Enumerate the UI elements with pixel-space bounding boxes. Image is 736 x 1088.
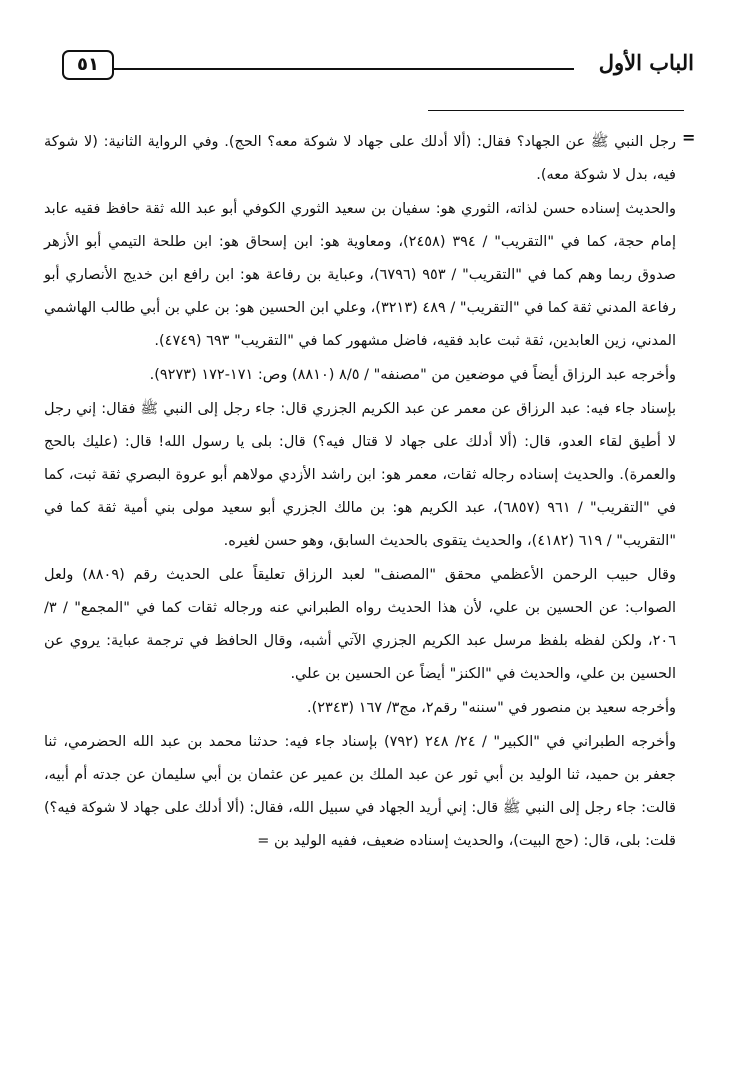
header-rule (114, 68, 574, 70)
paragraph: رجل النبي ﷺ عن الجهاد؟ فقال: (ألا أدلك على جهاد لا شوكة معه؟ الحج). وفي الرواية الثانية: (لا شوكة فيه، بدل لا شوكة معه). (44, 134, 676, 183)
paragraph: وقال حبيب الرحمن الأعظمي محقق "المصنف" لعبد الرزاق تعليقاً على الحديث رقم (٨٨٠٩) ولعل الصواب: عن الحسين بن علي، لأن هذا الحديث رواه الطبراني عنه ورجاله ثقات كما في "المجمع" / ٣/ ٢٠٦، ولكن لفظه بلفظ مرسل عبد الكريم الجزري الآتي أشبه، وقال الحافظ في ترجمة عباية: يروي عن الحسين بن علي، والحديث في "الكنز" أيضاً عن الحسين بن علي. (44, 567, 676, 682)
continuation-mark: = (682, 128, 696, 147)
footnote-body (44, 126, 676, 859)
chapter-title: الباب الأول (598, 50, 694, 75)
paragraph: وأخرجه عبد الرزاق أيضاً في موضعين من "مصنفه" / ٨/٥ (٨٨١٠) وص: ١٧١-١٧٢ (٩٢٧٣). (149, 367, 676, 383)
page-number: ٥١ (62, 50, 114, 80)
footnote-separator-rule (428, 110, 684, 111)
paragraph: وأخرجه الطبراني في "الكبير" / ٢٤/ ٢٤٨ (٧٩٢) بإسناد جاء فيه: حدثنا محمد بن عبد الله الحضرمي، ثنا جعفر بن حميد، ثنا الوليد بن أبي ثور عن عبد الملك بن عمير عن عثمان بن أبي سليمان عن جدته أم أبيه، قالت: جاء رجل إلى النبي ﷺ قال: إني أريد الجهاد في سبيل الله، فقال: (ألا أدلك على جهاد لا شوكة فيه؟) قلت: بلى، قال: (حج البيت)، والحديث إسناده ضعيف، ففيه الوليد بن = (44, 734, 676, 849)
page-header (62, 44, 694, 86)
paragraph: بإسناد جاء فيه: عبد الرزاق عن معمر عن عبد الكريم الجزري قال: جاء رجل إلى النبي ﷺ فقال: إني رجل لا أطيق لقاء العدو، قال: (ألا أدلك على جهاد لا قتال فيه؟) قال: بلى يا رسول الله! قال: (عليك بالحج والعمرة). والحديث إسناده رجاله ثقات، معمر هو: ابن راشد الأزدي مولاهم أبو عروة البصري ثقة ثبت، كما في "التقريب" / ٩٦١ (٦٨٥٧)، عبد الكريم هو: بن مالك الجزري أبو سعيد مولى بني أمية ثقة كما في "التقريب" / ٦١٩ (٤١٨٢)، والحديث يتقوى بالحديث السابق، وهو حسن لغيره. (44, 401, 676, 549)
paragraph: والحديث إسناده حسن لذاته، الثوري هو: سفيان بن سعيد الثوري الكوفي أبو عبد الله ثقة حافظ فقيه عابد إمام حجة، كما في "التقريب" / ٣٩٤ (٢٤٥٨)، ومعاوية هو: ابن إسحاق هو: ابن طلحة التيمي أبو الأزهر صدوق ربما وهم كما في "التقريب" / ٩٥٣ (٦٧٩٦)، وعباية بن رفاعة هو: ابن رافع ابن خديج الأنصاري أبو رفاعة المدني ثقة كما في "التقريب" / ٤٨٩ (٣٢١٣)، وعلي ابن الحسين هو: بن علي بن أبي طالب الهاشمي المدني، زين العابدين، ثقة ثبت عابد فقيه، فاضل مشهور كما في "التقريب" ٦٩٣ (٤٧٤٩). (44, 201, 676, 349)
paragraph: وأخرجه سعيد بن منصور في "سننه" رقم٢، مج٣/ ١٦٧ (٢٣٤٣). (306, 700, 676, 716)
